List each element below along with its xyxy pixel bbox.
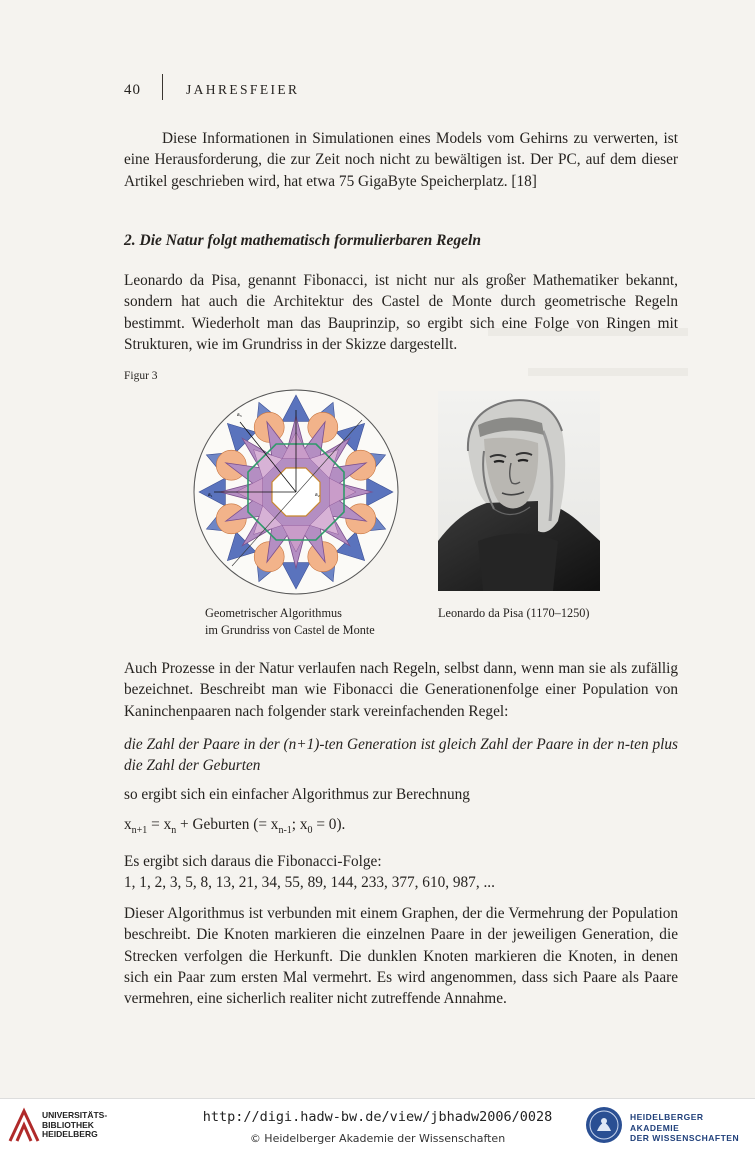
paragraph-1: Diese Informationen in Simulationen eines Models vom Gehirns zu verwerten, ist eine Herausforderung, die zur Zeit noch nicht zu bewältigen ist. Der PC, auf dem dieser Artikel geschrieben wird, hat etwa 75 GigaByte Speicherplatz. [18] [124, 130, 678, 190]
header-divider [162, 74, 163, 100]
label-a1: a₁ [208, 492, 213, 498]
page-number: 40 [124, 82, 141, 98]
paragraph-4: so ergibt sich ein einfacher Algorithmus zur Berechnung [124, 786, 470, 803]
footer-bar [0, 1098, 755, 1152]
running-title: JAHRESFEIER [186, 82, 300, 97]
castel-del-monte-diagram [190, 386, 402, 598]
label-a2: a₂ [315, 492, 320, 498]
figure-label: Figur 3 [124, 370, 158, 382]
fibonacci-portrait [438, 391, 600, 591]
paragraph-6: Dieser Algorithmus ist verbunden mit einem Graphen, der die Vermehrung der Population beschreibt. Die Knoten markieren die einzelnen Paare in der jeweiligen Generation, die Strecken verfolgen die Herkunft. Die dunklen Knoten markieren die Knoten, in denen sich ein Paar zum ersten Mal vermehrt. Es wird angenommen, dass sich Paare als Paare vermehren, eine sicherlich realiter nicht zutreffende Annahme. [124, 905, 678, 1008]
academy-name: HEIDELBERGER AKADEMIE DER WISSENSCHAFTEN [630, 1112, 740, 1143]
label-a3: a₃ [237, 412, 242, 418]
paragraph-5: Es ergibt sich daraus die Fibonacci-Folge: 1, 1, 2, 3, 5, 8, 13, 21, 34, 55, 89, 144, 233, 377, 610, 987, ... [124, 851, 678, 894]
rule-statement: die Zahl der Paare in der (n+1)-ten Generation ist gleich Zahl der Paare in der n-ten plus die Zahl der Geburten [124, 736, 678, 775]
paragraph-3: Auch Prozesse in der Natur verlaufen nach Regeln, selbst dann, wenn man sie als zufällig bezeichnet. Beschreibt man wie Fibonacci die Generationenfolge einer Population von Kaninchenpaaren nach folgender stark vereinfachenden Regel: [124, 660, 678, 720]
caption-diagram: Geometrischer Algorithmus im Grundriss von Castel de Monte [205, 606, 375, 637]
permalink-url[interactable]: http://digi.hadw-bw.de/view/jbhadw2006/0028 [202, 1109, 553, 1125]
section-heading: 2. Die Natur folgt mathematisch formulierbaren Regeln [124, 232, 481, 249]
paragraph-2: Leonardo da Pisa, genannt Fibonacci, ist nicht nur als großer Mathematiker bekannt, sondern hat auch die Architektur des Castel de Monte durch geometrische Regeln bestimmt. Wiederholt man das Bauprinzip, so ergibt sich eine Folge von Ringen mit Strukturen, wie im Grundriss in der Skizze dargestellt. [124, 272, 678, 353]
academy-seal-icon [584, 1105, 624, 1145]
university-library-name: UNIVERSITÄTS- BIBLIOTHEK HEIDELBERG [42, 1110, 108, 1139]
recurrence-formula: $x_{n+1} = x_n$ + Geburten (= $x_{n-1}$; $x_0 = 0$). [124, 816, 346, 837]
caption-portrait: Leonardo da Pisa (1170–1250) [438, 606, 590, 620]
copyright-notice: © Heidelberger Akademie der Wissenschaften [249, 1132, 506, 1145]
fibonacci-sequence: 1, 1, 2, 3, 5, 8, 13, 21, 34, 55, 89, 144, 233, 377, 610, 987, ... [124, 874, 495, 892]
